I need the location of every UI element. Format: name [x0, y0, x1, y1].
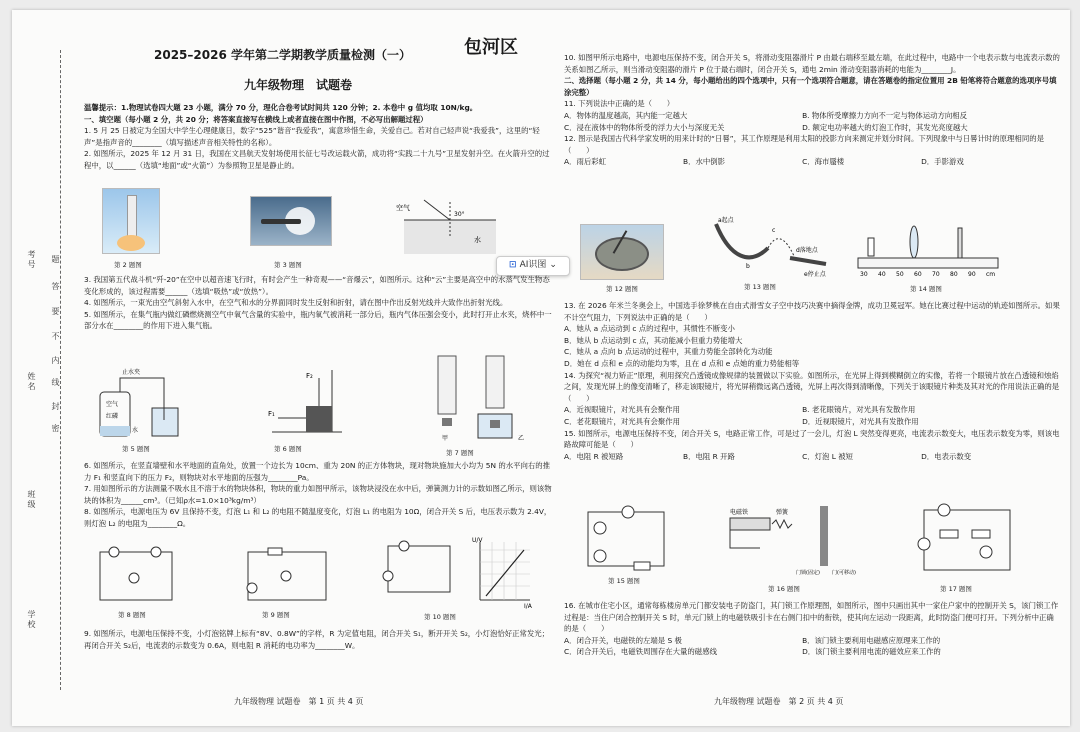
fig8-circuit: [94, 548, 178, 604]
fig5-label-air: 空气: [106, 401, 119, 408]
question-11: 11. 下列说法中正确的是（ ）: [564, 99, 675, 109]
point-e-label: e停止点: [804, 271, 826, 278]
question-10: 10. 如图甲所示电路中，电源电压保持不变，闭合开关 S，将滑动变阻器滑片 P 由最右端移至最左端，在此过程中，电路中一个电表示数与电流表示数的关系如图乙所示，则当滑动变阻器的滑片 P 位于最右端时，闭合开关 S，通电 2min 滑动变阻器消耗的电能为________J。: [564, 53, 1060, 74]
question-12: 12. 图示是我国古代科学家发明的用来计时的“日晷”，其工作原理是利用太阳的投影方向来测定并划分时间。下列现象中与日晷计时的原理相同的是（ ）: [564, 134, 1044, 155]
spring: [772, 520, 792, 528]
beaker: [152, 408, 178, 436]
fig13-caption: 第 13 题图: [744, 283, 776, 291]
question-13: 13. 在 2026 年米兰冬奥会上，中国选手徐梦桃在自由式滑雪女子空中技巧决赛中摘得金牌，成功卫冕冠军。她在比赛过程中运动的轨迹如图所示。如果不计空气阻力，下列说法中正确的是（ ）: [564, 301, 1060, 322]
q15-option-d: D．电表示数变: [921, 451, 972, 461]
fig16-caption: 第 16 题图: [768, 585, 800, 593]
seal-char: 线: [51, 378, 60, 388]
fig9-circuit: [242, 548, 332, 604]
fig9-caption: 第 9 题图: [262, 611, 290, 619]
exam-subtitle: 九年级物理 试题卷: [244, 78, 353, 92]
light-refraction-diagram: [394, 198, 498, 256]
fig5-label-water: 水: [132, 427, 139, 434]
point-d-label: d落地点: [796, 247, 818, 254]
fig16-label-spring: 弹簧: [776, 509, 789, 516]
incident-ray: [424, 200, 450, 220]
q14-option-b: B. 老花眼镜片，对光具有发散作用: [802, 405, 916, 415]
q16-option-a: A．闭合开关，电磁铁的左端是 S 极: [564, 635, 682, 645]
q13-option-b: B．她从 b 点运动到 c 点，其动能减小但重力势能增大: [564, 335, 743, 345]
district-name: 包河区: [464, 37, 518, 58]
question-4: 4. 如图所示，一束光由空气斜射入水中，在空气和水的分界面同时发生反射和折射，请在图中作出反射光线并大致作出折射光线。: [84, 298, 508, 308]
graph-y-label: U/V: [472, 537, 483, 544]
q14-option-a: A．近视眼镜片，对光具有会聚作用: [564, 405, 680, 415]
resistor-r2: [972, 530, 990, 538]
q11-option-a: A．物体的温度越高，其内能一定越大: [564, 110, 688, 120]
q11-option-c: C．浸在液体中的物体所受的浮力大小与深度无关: [564, 122, 725, 132]
circuit-loop: [388, 546, 450, 592]
binding-margin: [12, 10, 74, 726]
tick: 60: [914, 271, 922, 278]
seal-char: 内: [51, 356, 60, 366]
ammeter: [383, 571, 393, 581]
fig8-caption: 第 8 题图: [118, 611, 146, 619]
point-c-label: c: [772, 227, 776, 234]
point-b-label: b: [746, 263, 750, 270]
graph-grid: [480, 542, 530, 600]
ai-button-label: AI识图: [519, 260, 547, 271]
fig14-caption: 第 14 题图: [910, 285, 942, 293]
q16-option-c: C．闭合开关后，电磁铁周围存在大量的磁感线: [564, 647, 717, 657]
resistor-r1: [940, 530, 958, 538]
convex-lens: [910, 226, 918, 258]
seal-char: 封: [51, 402, 60, 412]
page1-q9: [84, 628, 552, 651]
question-16: 16. 在城市住宅小区，通常每栋楼房单元门都安装电子防盗门，其门锁工作原理图，如图所示，图中只画出其中一家住户家中的控制开关 S，该门锁工作过程是：当住户闭合控制开关 S 时，单元门锁上的电磁铁吸引卡在右侧门扣中的衔铁，使其向左运动一段距离，此时防盗门便可打开。下列分析中正确的是（ ）: [564, 601, 1059, 634]
q13-option-d: D．她在 d 点和 e 点的动能均为零，且在 d 点和 e 点她的重力势能相等: [564, 358, 800, 368]
question-2: 2. 如图所示，2025 年 12 月 31 日，我国在文昌航天发射场使用长征七号改运载火箭，成功将“实践二十九号”卫星发射升空。在火箭升空的过程中，以______（选填“地面”或“火箭”）为参照物卫星是静止的。: [84, 149, 550, 170]
candle: [868, 238, 874, 256]
door-frame: [820, 506, 828, 566]
q16-option-d: D．该门锁主要利用电流的磁效应来工作的: [802, 647, 941, 657]
q11-option-b: B. 物体所受摩擦力方向不一定与物体运动方向相反: [802, 110, 968, 120]
fig17-circuit: [914, 498, 1020, 578]
page1-lower-text: [84, 460, 552, 530]
fig7-caption: 第 7 题图: [446, 449, 474, 457]
seal-dashed-line: [60, 50, 61, 690]
ai-recognize-button[interactable]: [496, 256, 570, 276]
question-5: 5. 如图所示，在集气瓶内做红磷燃烧测空气中氧气含量的实验中，瓶内氧气被消耗一部分后，瓶内气体压强会变小，此时打开止水夹，烧杯中一部分水在________的作用下进入集气瓶。: [84, 309, 552, 331]
page2-mid-text: [564, 300, 1060, 462]
f1-label: F₁: [268, 410, 275, 418]
fig14-optical-bench: [856, 222, 1002, 278]
tick: 90: [968, 271, 976, 278]
margin-label-exam-no: 考号: [27, 250, 36, 270]
lamp-l1: [109, 547, 119, 557]
angle-label: 30°: [454, 211, 465, 218]
q12-option-b: B．水中倒影: [683, 157, 726, 167]
lamp-l: [594, 522, 606, 534]
fig6-caption: 第 6 题图: [274, 445, 302, 453]
fig15-caption: 第 15 题图: [608, 577, 640, 585]
fig12-caption: 第 12 题图: [606, 285, 638, 293]
q12-option-a: A．雨后彩虹: [564, 157, 607, 167]
jet-sonic-boom-photo: [250, 196, 332, 246]
cube-block: [306, 406, 332, 432]
graph-x-label: I/A: [524, 603, 532, 610]
page2-top-text: [564, 52, 1060, 168]
block-b: [490, 420, 500, 428]
seal-char: 题: [51, 255, 60, 265]
lamp-l2: [151, 547, 161, 557]
page2-footer: 九年级物理 试题卷 第 2 页 共 4 页: [714, 697, 844, 707]
fig10-circuit-and-graph: [384, 536, 534, 608]
spring-scale-b: [486, 356, 504, 408]
screen: [958, 228, 962, 258]
ammeter: [918, 538, 930, 550]
seal-char: 要: [51, 307, 60, 317]
tick: 40: [878, 271, 886, 278]
bottle-water: [100, 426, 130, 436]
electromagnet: [730, 518, 770, 530]
page1-mid-text: [84, 274, 552, 332]
question-3: 3. 我国第五代战斗机“歼-20”在空中以超音速飞行时，有时会产生一种奇观——“音爆云”，如图所示。这种“云”主要是高空中的水蒸气发生物态变化形成的，该过程需要______（选填“吸热”或“放热”）。: [84, 275, 550, 296]
q14-option-d: D．近视眼镜片，对光具有发散作用: [802, 416, 919, 426]
margin-label-school: 学校: [27, 610, 36, 630]
flight-path: [768, 239, 794, 256]
f2-label: F₂: [306, 372, 313, 380]
sundial-photo: [580, 224, 664, 280]
page-1: [84, 10, 557, 726]
exam-sheet: [12, 10, 1070, 726]
fig10-caption: 第 10 题图: [424, 613, 456, 621]
margin-label-class: 班级: [27, 490, 36, 510]
fig2-caption: 第 2 题图: [114, 261, 142, 269]
page1-footer: 九年级物理 试题卷 第 1 页 共 4 页: [234, 697, 364, 707]
voltmeter-v2: [980, 546, 992, 558]
question-8: 8. 如图所示，电源电压为 6V 且保持不变，灯泡 L₁ 和 L₂ 的电阻不随温度变化，灯泡 L₁ 的电阻为 10Ω，闭合开关 S 后，电压表示数为 2.4V，则灯泡 L₂ 的电阻为________Ω。: [84, 507, 552, 528]
section-2-heading: 二、选择题（每小题 2 分，共 14 分，每小题给出的四个选项中，只有一个选项符合题意，请在答题卷的指定位置用 2B 铅笔将符合题意的选项序号填涂完整）: [564, 76, 1057, 97]
air-label: 空气: [396, 204, 410, 212]
fig5-phosphorus-apparatus: [92, 368, 184, 442]
voltmeter-v1: [938, 504, 950, 516]
tick-unit: cm: [986, 271, 996, 278]
fig17-caption: 第 17 题图: [940, 585, 972, 593]
q15-option-b: B．电阻 R 开路: [683, 451, 735, 461]
notice: 温馨提示：1.物理试卷四大题 23 小题，满分 70 分，理化合卷考试时间共 120 分钟；2. 本卷中 g 值均取 10N/kg。: [84, 103, 478, 112]
page1-top-text: [84, 102, 552, 172]
rocket-launch-photo: [102, 188, 160, 254]
fig7-label-b: 乙: [518, 435, 525, 442]
q15-option-a: A．电阻 R 被短路: [564, 451, 624, 461]
circuit-loop: [924, 510, 1010, 570]
q13-option-c: C．她从 a 点向 b 点运动的过程中，其重力势能全部转化为动能: [564, 347, 773, 357]
spring-scale-a: [438, 356, 456, 414]
voltmeter: [129, 573, 139, 583]
seal-char: 答: [51, 282, 60, 292]
fig7-label-a: 甲: [442, 435, 449, 442]
tick: 80: [950, 271, 958, 278]
block-a: [442, 418, 452, 426]
q13-option-a: A．她从 a 点运动到 c 点的过程中，其惯性不断变小: [564, 324, 735, 334]
tick: 30: [860, 271, 868, 278]
voltmeter: [622, 506, 634, 518]
tick: 50: [896, 271, 904, 278]
fig16-door-lock: [720, 504, 870, 576]
ammeter: [247, 583, 257, 593]
seal-char: 密: [51, 424, 60, 434]
landing-slope: [790, 258, 826, 264]
voltmeter: [399, 541, 409, 551]
question-7: 7. 用如图所示的方法测量不吸水且不溶于水的物块体积，物块的重力如图甲所示，该物块浸没在水中后，弹簧测力计的示数如图乙所示，则该物块的体积为______cm³。（已知ρ水=1.0×10³kg/m³）: [84, 484, 552, 505]
exam-title: 2025–2026 学年第二学期教学质量检测（一）: [154, 48, 411, 62]
question-1: 1. 5 月 25 日被定为全国大中学生心理健康日，数字“525”谐音“我爱我”，寓意珍惜生命，关爱自己。若对自己轻声说“我爱我”，这里的“轻声”是指声音的________（填写描述声音相关特性的名称）。: [84, 126, 540, 147]
fig13-ski-trajectory: [710, 218, 830, 278]
fig16-label-lock: 门锁(固定): [796, 570, 820, 576]
seal-char: 不: [51, 332, 60, 342]
fig16-label-electromagnet: 电磁铁: [730, 509, 749, 516]
q16-option-b: B．该门锁主要利用电磁感应原理来工作的: [802, 635, 941, 645]
q11-option-d: D. 额定电功率越大的灯泡工作时，其发光亮度越大: [802, 122, 968, 132]
q12-option-d: D．手影游戏: [921, 157, 964, 167]
margin-label-name: 姓名: [27, 372, 36, 392]
page-2: [564, 10, 1060, 726]
fig15-circuit: [578, 504, 670, 574]
point-a-label: a起点: [718, 217, 734, 224]
fig5-caption: 第 5 题图: [122, 445, 150, 453]
ai-scan-icon: ⊡: [509, 260, 517, 271]
question-14: 14. 为探究“视力矫正”原理，利用探究凸透镜成像规律的装置做以下实验。如图所示，在光屏上得到模糊倒立的实像，若将一个眼镜片放在凸透镜和烛焰之间，发现光屏上的像变清晰了，移走该眼镜片，将光屏稍微远离凸透镜，光屏上再次得到清晰像，下列关于该眼镜片种类及其对光的作用说法正确的是（ ）: [564, 370, 1060, 403]
chevron-down-icon: ⌄: [549, 260, 557, 271]
question-9: 9. 如图所示，电源电压保持不变，小灯泡铭牌上标有“8V、0.8W”的字样，R 为定值电阻，闭合开关 S₁，断开开关 S₂，小灯泡恰好正常发光；再闭合开关 S₂后，电流表的示数变为 0.6A，则电阻 R 消耗的电功率为________W。: [84, 629, 550, 650]
ruler: [858, 258, 998, 268]
question-6: 6. 如图所示，在竖直墙壁和水平地面的直角处，放置一个边长为 10cm、重为 20N 的正方体物块，现对物块施加大小均为 5N 的水平向右的推力 F₁ 和竖直向下的压力 F₂，则物块对水平地面的压强为________Pa。: [84, 461, 551, 482]
resistor-r: [634, 562, 650, 570]
page2-lower-text: [564, 600, 1060, 658]
water-label: 水: [474, 236, 481, 244]
fig7-spring-scales: [426, 352, 536, 444]
resistor-r: [268, 548, 282, 555]
fig3-caption: 第 3 题图: [274, 261, 302, 269]
tick: 70: [932, 271, 940, 278]
fig16-label-door: 门(可移动): [832, 570, 856, 576]
water-region: [404, 220, 496, 254]
ski-slope: [716, 224, 768, 257]
control-wire: [730, 530, 760, 548]
ammeter: [594, 550, 606, 562]
question-15: 15. 如图所示，电源电压保持不变，闭合开关 S，电路正常工作，可是过了一会儿，灯泡 L 突然变得更亮，电流表示数变大，电压表示数变为零，则该电路故障可能是（ ）: [564, 428, 1060, 450]
fig5-label-clamp: 止水夹: [122, 369, 141, 376]
q14-option-c: C．老花眼镜片，对光具有会聚作用: [564, 416, 681, 426]
q12-option-c: C．海市蜃楼: [802, 157, 845, 167]
fig5-label-phosphorus: 红磷: [106, 413, 119, 420]
q15-option-c: C．灯泡 L 被短: [802, 451, 853, 461]
section-1-heading: 一、填空题（每小题 2 分，共 20 分；将答案直接写在横线上或者直接在图中作图，不必写出解题过程）: [84, 114, 428, 124]
fig6-block-wall: [262, 368, 352, 438]
lamp-l: [281, 571, 291, 581]
